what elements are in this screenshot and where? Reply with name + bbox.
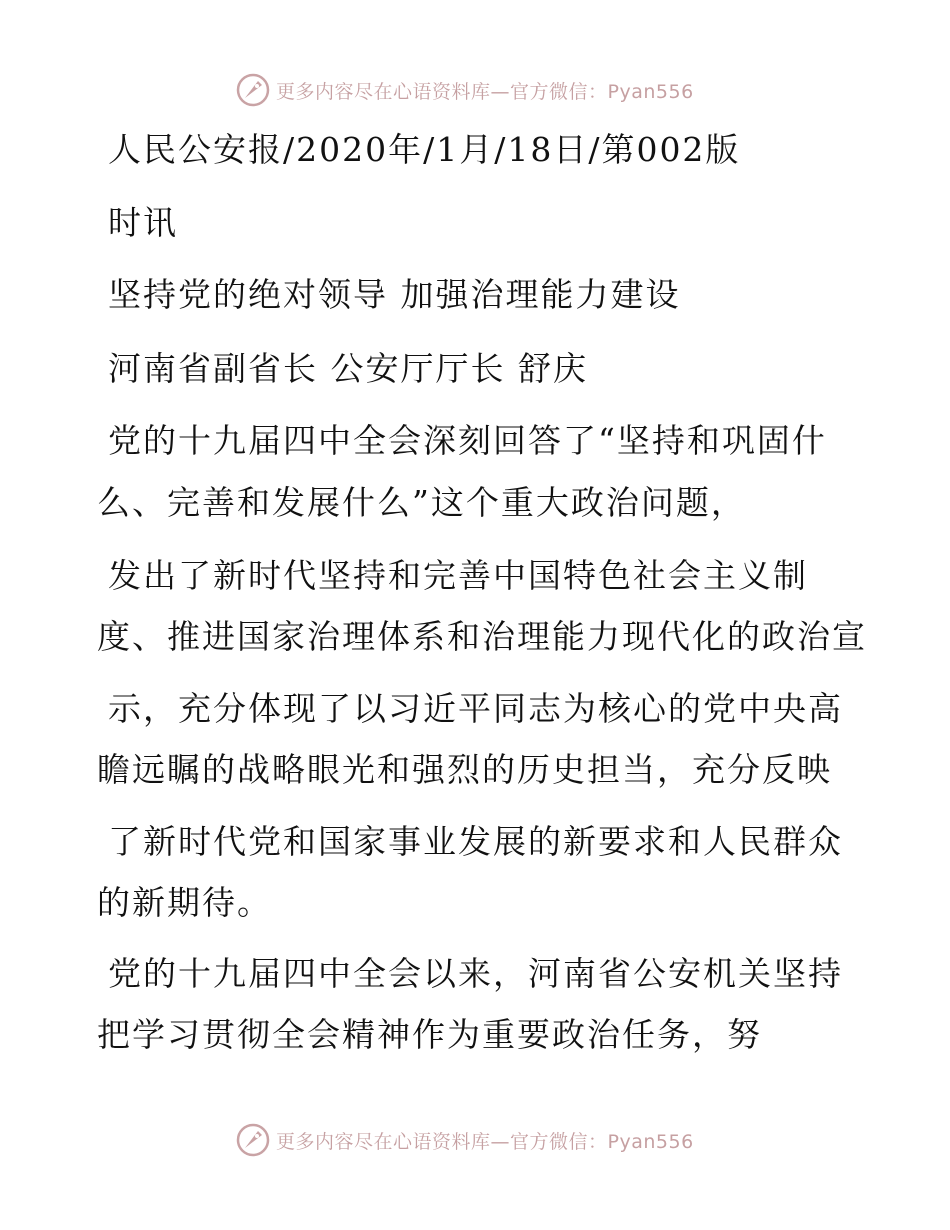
body-line: 么、完善和发展什么”这个重大政治问题，: [97, 483, 746, 522]
body-line: 党的十九届四中全会深刻回答了“坚持和巩固什: [108, 421, 827, 460]
watermark-header: [236, 72, 694, 108]
watermark-footer: [236, 1122, 694, 1158]
watermark-text: 更多内容尽在心语资料库—官方微信：Pyan556: [276, 1130, 694, 1153]
article-title: 坚持党的绝对领导 加强治理能力建设: [108, 275, 681, 314]
body-line: 了新时代党和国家事业发展的新要求和人民群众: [108, 822, 843, 861]
section-label: 时讯: [108, 203, 178, 242]
body-line: 党的十九届四中全会以来，河南省公安机关坚持: [108, 954, 843, 993]
watermark-text: 更多内容尽在心语资料库—官方微信：Pyan556: [276, 80, 694, 103]
body-line: 发出了新时代坚持和完善中国特色社会主义制: [108, 556, 808, 595]
body-line: 的新期待。: [97, 883, 272, 922]
body-line: 度、推进国家治理体系和治理能力现代化的政治宣: [97, 617, 867, 656]
source-line: 人民公安报/2020年/1月/18日/第002版: [108, 130, 741, 169]
body-line: 示，充分体现了以习近平同志为核心的党中央高: [108, 689, 843, 728]
pen-nib-logo-icon: [236, 1123, 270, 1157]
article-author: 河南省副省长 公安厅厅长 舒庆: [108, 349, 588, 388]
body-line: 瞻远瞩的战略眼光和强烈的历史担当，充分反映: [97, 750, 832, 789]
pen-nib-logo-icon: [236, 73, 270, 107]
body-line: 把学习贯彻全会精神作为重要政治任务，努: [97, 1015, 762, 1054]
